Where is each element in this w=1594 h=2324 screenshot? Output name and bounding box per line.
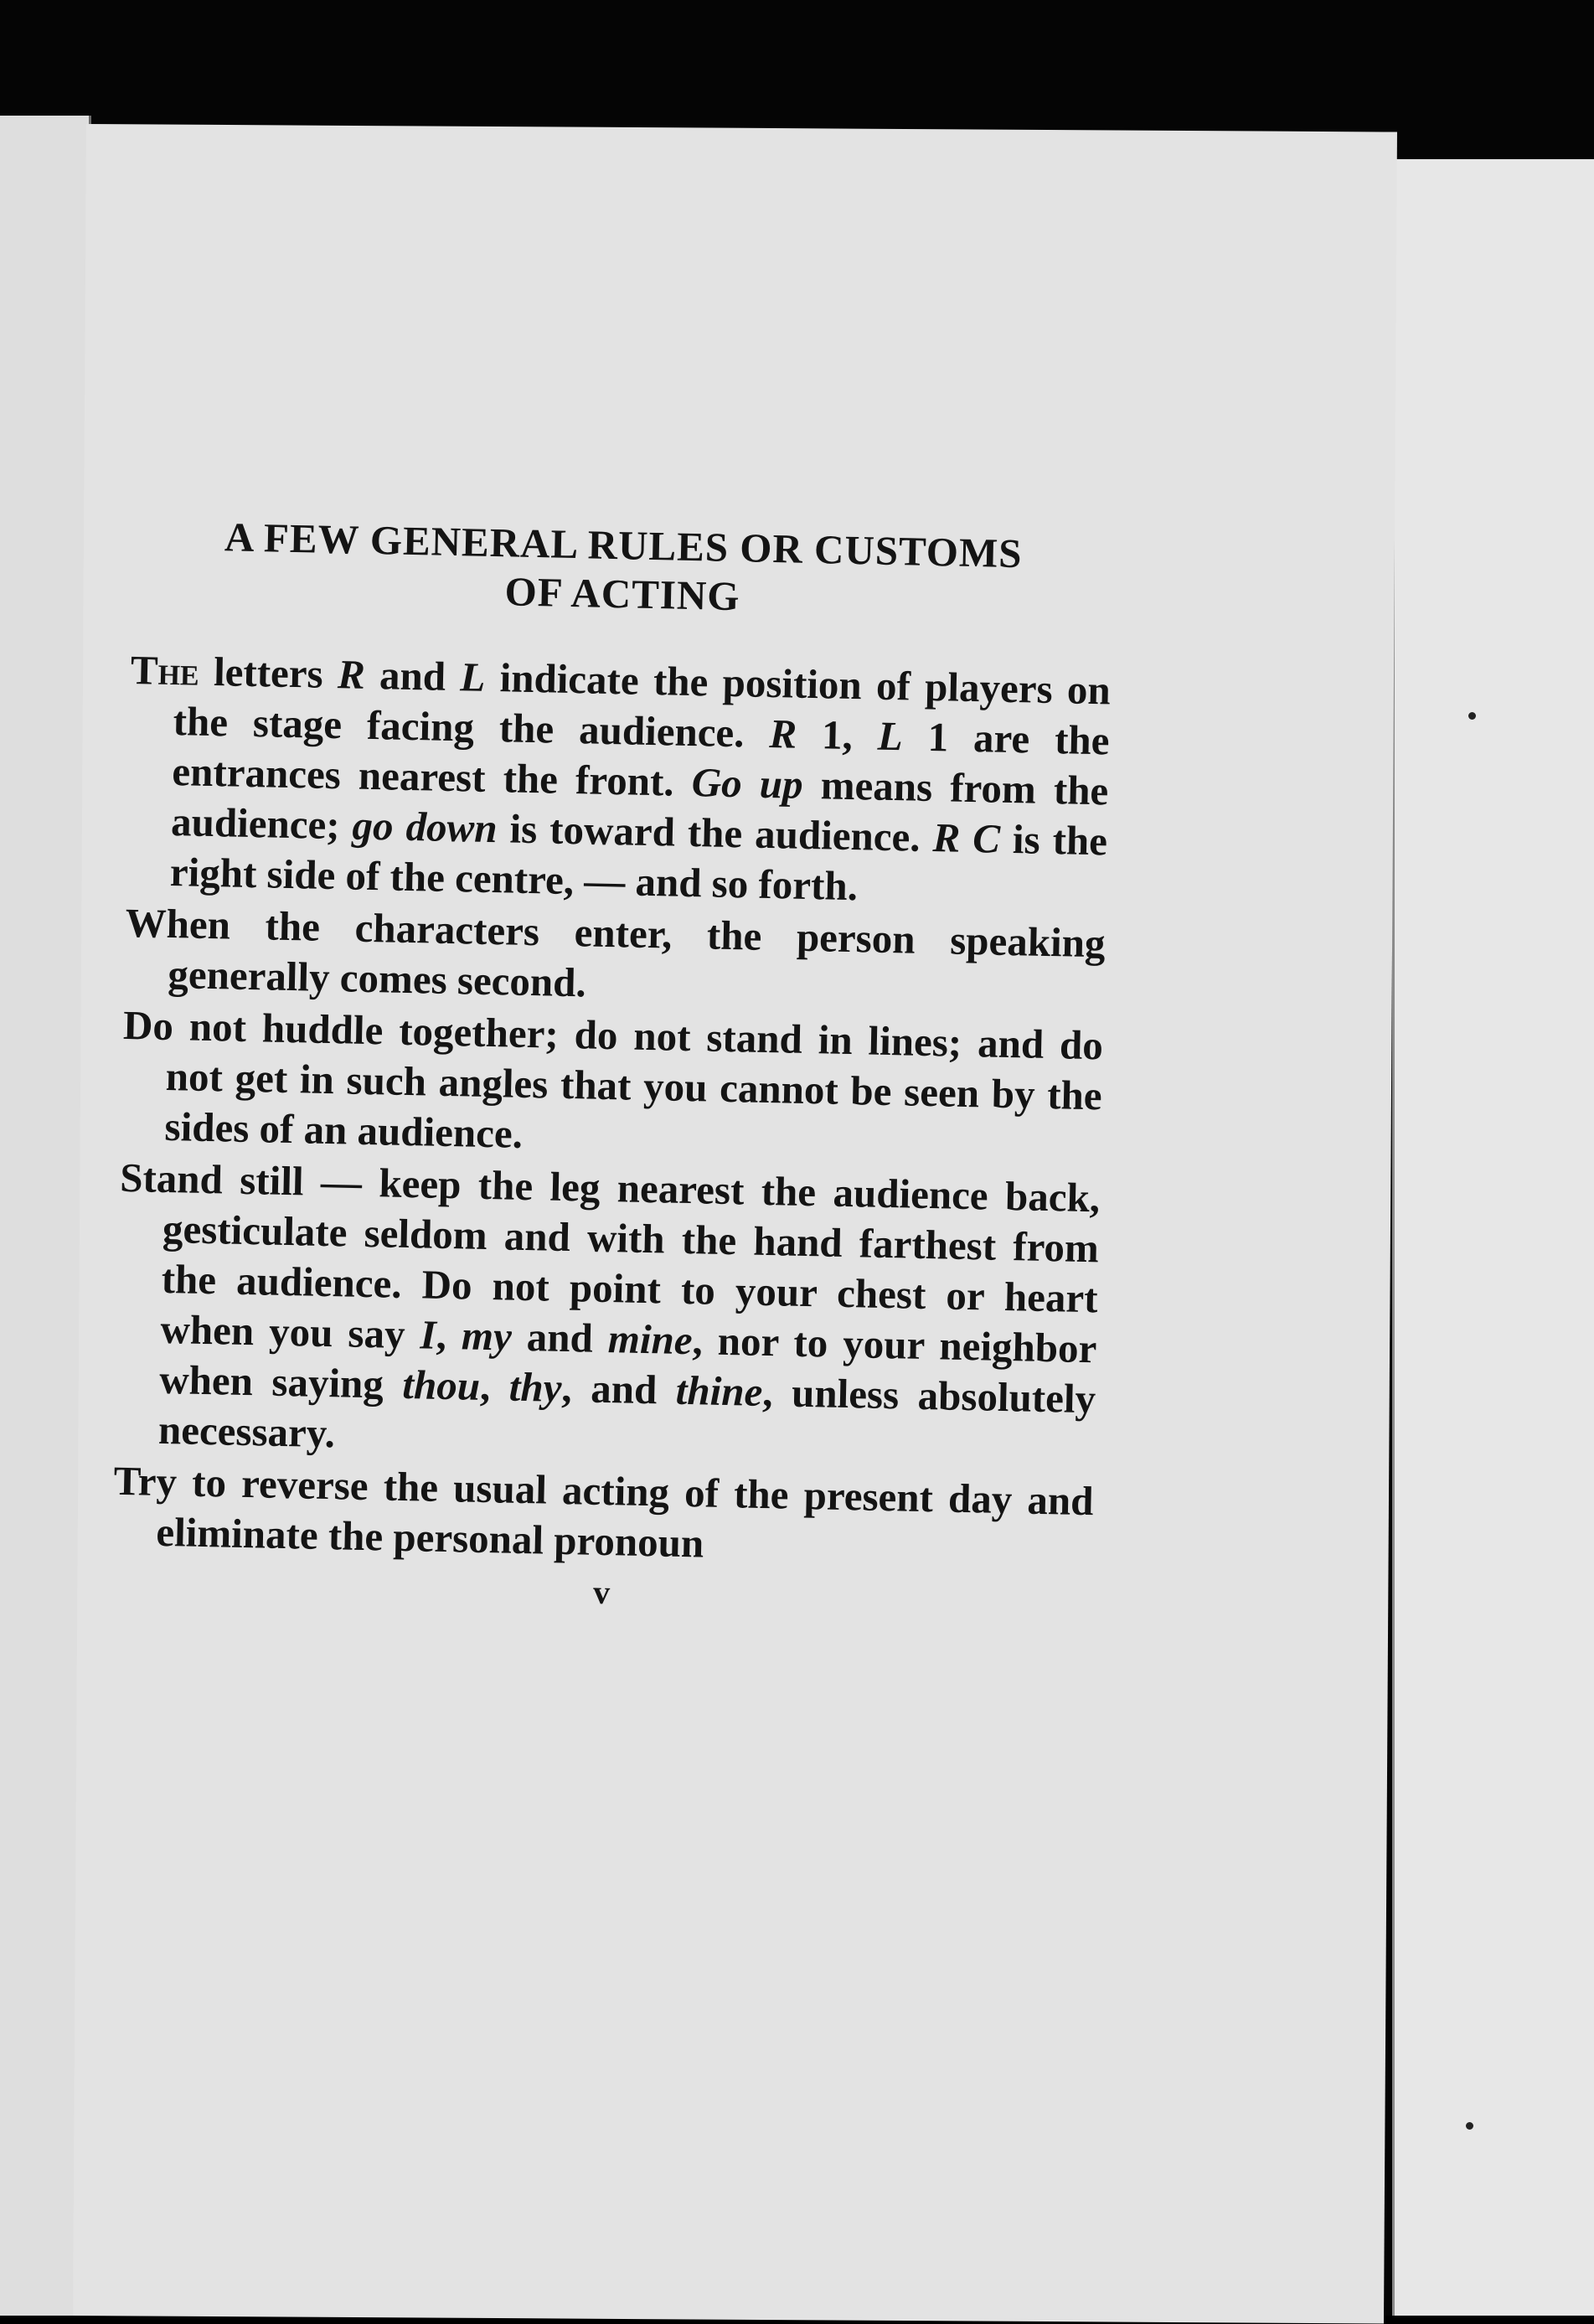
rule-text: , — [436, 1311, 462, 1359]
italic-term: my — [461, 1312, 513, 1360]
speck-mark — [1468, 712, 1476, 720]
rule-paragraph — [112, 1456, 1094, 1577]
rule-text: 1 are the entrances nearest the front. — [171, 713, 1111, 806]
italic-term: L — [459, 653, 486, 700]
rule-paragraph — [114, 1153, 1100, 1474]
page-number: v — [592, 1573, 611, 1612]
italic-term: go down — [352, 802, 498, 852]
italic-term: thine — [675, 1366, 763, 1415]
rule-text: and — [511, 1313, 609, 1362]
rule-text: , and — [560, 1364, 677, 1413]
small-caps-word: The — [130, 646, 200, 695]
rule-text: letters — [199, 648, 338, 698]
italic-term: R — [337, 651, 366, 698]
rule-paragraph — [121, 1000, 1104, 1171]
italic-term: thou — [401, 1361, 481, 1409]
rule-text: Try to reverse the usual acting of the present day and eliminate the personal pronoun — [113, 1457, 1095, 1567]
next-page-edge — [1392, 159, 1594, 2316]
italic-term: I — [420, 1311, 437, 1358]
rule-text: is the right side of the centre, — and so forth. — [169, 815, 1108, 910]
rule-text: 1, — [796, 710, 879, 759]
rule-paragraph — [126, 645, 1111, 917]
page-text — [111, 511, 1114, 1622]
rule-text: Stand still — keep the leg nearest the audience back, gesticulate seldom and with the hand farthest from the audience. Do not point to your chest or heart when you say — [119, 1154, 1101, 1358]
rule-text: , — [479, 1362, 510, 1410]
rules-list — [112, 645, 1112, 1577]
rule-text: means from the audience; — [170, 761, 1109, 849]
rule-text: Do not huddle together; do not stand in lines; and do not get in such angles that you cannot be seen by the sides of an audience. — [122, 1001, 1104, 1157]
rule-paragraph — [124, 898, 1106, 1019]
rule-text: , unless absolutely necessary. — [157, 1368, 1096, 1457]
italic-term: L — [877, 712, 904, 760]
italic-term: Go up — [691, 759, 804, 808]
speck-mark — [1466, 2122, 1473, 2130]
rule-text: , nor to your neighbor when saying — [158, 1317, 1097, 1407]
heading-line-1: A FEW GENERAL RULES OR CUSTOMS — [224, 514, 1024, 577]
rule-text: and — [364, 651, 461, 700]
rule-text: When the characters enter, the person speaking generally comes second. — [125, 899, 1107, 1006]
italic-term: R — [768, 710, 797, 757]
rule-text: is toward the audience. — [496, 805, 934, 861]
italic-term: mine — [607, 1315, 694, 1364]
page-heading — [132, 511, 1114, 628]
heading-line-2: OF ACTING — [504, 568, 740, 620]
italic-term: R C — [932, 814, 1001, 862]
italic-term: thy — [508, 1363, 563, 1411]
rule-text: indicate the position of players on the stage facing the audience. — [173, 653, 1112, 757]
